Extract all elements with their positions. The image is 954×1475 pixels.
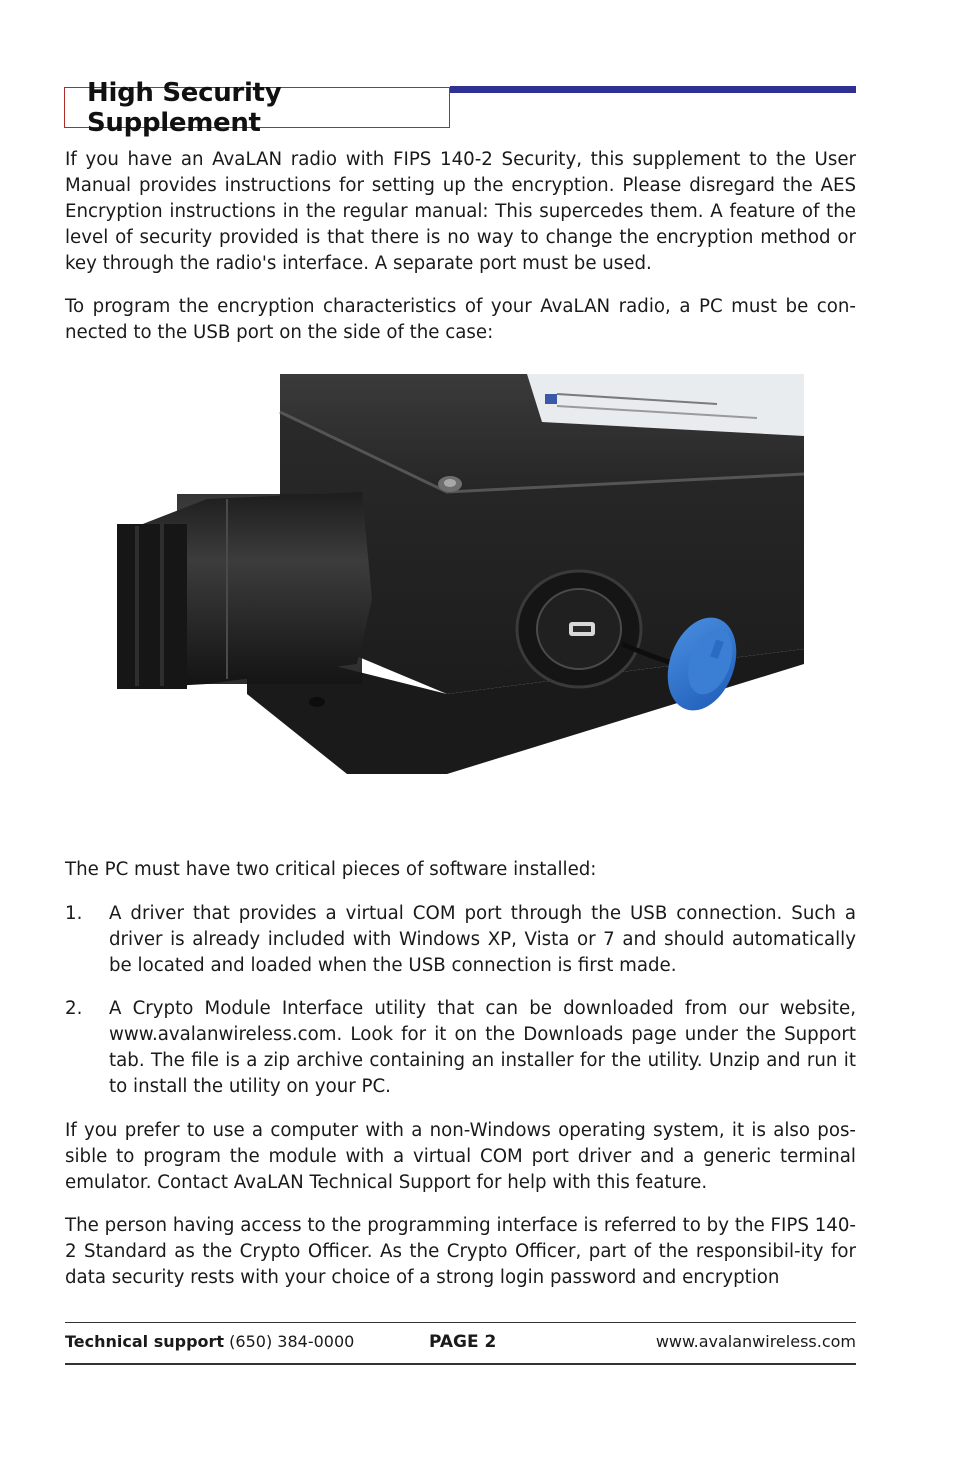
list-item (65, 901, 856, 979)
support-label: Technical support (65, 1332, 225, 1351)
page-number: PAGE 2 (429, 1332, 497, 1352)
usb-paragraph: To program the encryption characteristics of your AvaLAN radio, a PC must be con-nected to the USB port on the side of the case: (65, 296, 856, 343)
list-number: 1. (65, 903, 83, 924)
footer-website: www.avalanwireless.com (655, 1332, 856, 1351)
list-text: A driver that provides a virtual COM port through the USB connection. Such a driver is already included with Windows XP, Vista or 7 and should automatically be located and loaded when the USB connection is first made. (109, 903, 856, 976)
device-usb-port-photo (117, 374, 804, 774)
footer-divider-top (65, 1322, 856, 1323)
crypto-officer-paragraph: The person having access to the programming interface is referred to by the FIPS 140-2 Standard as the Crypto Officer. As the Crypto Officer, part of the responsibil-ity for data security rests with your choice of a strong login password and encryption (65, 1215, 856, 1288)
device-illustration (117, 374, 804, 774)
page-title: High Security Supplement (87, 77, 282, 138)
section-title-box (64, 77, 450, 138)
software-intro: The PC must have two critical pieces of software installed: (65, 859, 597, 880)
footer-divider-bottom (65, 1363, 856, 1365)
footer-support (65, 1332, 354, 1351)
intro-paragraph: If you have an AvaLAN radio with FIPS 140-2 Security, this supplement to the User Manual provides instructions for setting up the encryption. Please disregard the AES Encryption instructions in the regular manual: This supercedes them. A feature of the level of security provided is that there is no way to change the encryption method or key through the radio's interface. A separate port must be used. (65, 149, 856, 274)
list-item (65, 996, 856, 1100)
header-accent-rule (450, 86, 856, 93)
support-phone: (650) 384-0000 (229, 1332, 355, 1351)
list-text: A Crypto Module Interface utility that can be downloaded from our website, www.avalanwireless.com. Look for it on the Downloads page under the Support tab. The file is a zip archive containing an installer for the utility. Unzip and run it to install the utility on your PC. (109, 998, 856, 1097)
non-windows-paragraph: If you prefer to use a computer with a non-Windows operating system, it is also pos-sible to program the module with a virtual COM port driver and a generic terminal emulator. Contact AvaLAN Technical Support for help with this feature. (65, 1120, 856, 1193)
list-number: 2. (65, 998, 83, 1019)
